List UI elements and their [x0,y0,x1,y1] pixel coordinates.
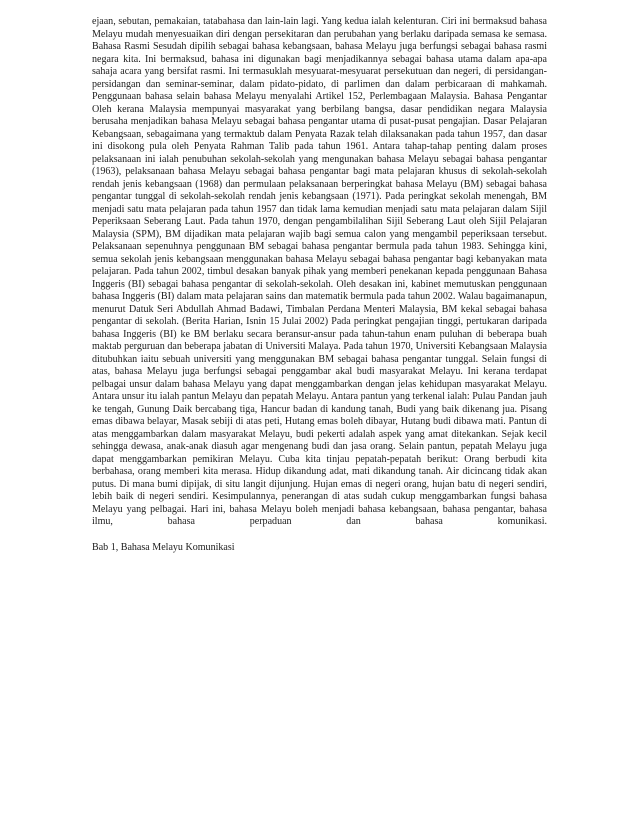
document-content [92,16,547,554]
chapter-reference: Bab 1, Bahasa Melayu Komunikasi [92,541,235,553]
body-paragraph: ejaan, sebutan, pemakaian, tatabahasa dan lain-lain lagi. Yang kedua ialah kelenturan. Ciri ini bermaksud bahasa Melayu mudah menyesuaikan diri dengan persekitaran dan perubahan yang berlaku daripada semasa ke semasa. Bahasa Rasmi Sesudah dipilih sebagai bahasa kebangsaan, bahasa Melayu juga berfungsi sebagai bahasa rasmi negara kita. Ini bermaksud, bahasa ini digunakan bagi menjadikannya sebagai bahasa utama dalam apa-apa sahaja acara yang bersifat rasmi. Ini termasuklah mesyuarat-mesyuarat persekutuan dan negeri, di persidangan-persidangan dan seminar-seminar, dalam pidato-pidato, di parlimen dan dalam perbicaraan di mahkamah. Penggunaan bahasa selain bahasa Melayu menyalahi Artikel 152, Perlembagaan Malaysia. Bahasa Pengantar Oleh kerana Malaysia mempunyai masyarakat yang berbilang bangsa, dasar pendidikan negara Malaysia berusaha menjadikan bahasa Melayu sebagai bahasa pengantar utama di pusat-pusat pengajian. Dasar Pelajaran Kebangsaan, sebagaimana yang termaktub dalam Penyata Razak telah dilaksanakan pada tahun 1957, dan dasar ini disokong pula oleh Penyata Rahman Talib pada tahun 1961. Antara tahap-tahap penting dalam proses pelaksanaan ini ialah penubuhan sekolah-sekolah yang mengunakan bahasa Melayu sebagai bahasa pengantar (1963), pelaksanaan bahasa Melayu sebagai bahasa pengantar bagi mata pelajaran khusus di sekolah-sekolah rendah jenis kebangsaan (1968) dan permulaan pelaksanaan berperingkat bahasa Melayu (BM) sebagai bahasa pengantar tunggal di sekolah-sekolah rendah jenis kebangsaan (1971). Pada peringkat sekolah menengah, BM menjadi satu mata pelajaran pada tahun 1957 dan tidak lama kemudian menjadi satu mata pelajaran dalam Sijil Peperiksaan Seberang Laut. Pada tahun 1970, dengan pengambilalihan Sijil Seberang Laut oleh Sijil Pelajaran Malaysia (SPM), BM dijadikan mata pelajaran wajib bagi semua calon yang mengambil peperiksaan tersebut. Pelaksanaan sepenuhnya penggunaan BM sebagai bahasa pengantar bermula pada tahun 1983. Sehingga kini, semua sekolah jenis kebangsaan menggunakan bahasa Melayu sebagai bahasa pengantar bagi kebanyakan mata pelajaran. Pada tahun 2002, timbul desakan banyak pihak yang memberi penekanan kepada penggunaan Bahasa Inggeris (BI) sebagai bahasa pengantar di sekolah-sekolah. Oleh desakan ini, kabinet memutuskan penggunaan bahasa Inggeris (BI) dalam mata pelajaran sains dan matematik bermula pada tahun 2002. Walau bagaimanapun, menurut Datuk Seri Abdullah Ahmad Badawi, Timbalan Perdana Menteri Malaysia, BM kekal sebagai bahasa pengantar di sekolah. (Berita Harian, Isnin 15 Julai 2002) Pada peringkat pengajian tinggi, pertukaran daripada bahasa Inggeris (BI) ke BM berlaku secara beransur-ansur pada tahun-tahun enam puluhan di beberapa buah maktab perguruan dan beberapa jabatan di Universiti Malaya. Pada tahun 1970, Universiti Kebangsaan Malaysia ditubuhkan iaitu sebuah universiti yang menggunakan BM sebagai bahasa pengantar tunggal. Selain fungsi di atas, bahasa Melayu juga berfungsi sebagai penggambar akal budi masyarakat Melayu. Ini kerana terdapat pelbagai unsur dalam bahasa Melayu yang dapat menggambarkan dengan jelas kehidupan masyarakat Melayu. Antara unsur itu ialah pantun Melayu dan pepatah Melayu. Antara pantun yang terkenal ialah: Pulau Pandan jauh ke tengah, Gunung Daik bercabang tiga, Hancur badan di kandung tanah, Budi yang baik dikenang jua. Pisang emas dibawa belayar, Masak sebiji di atas peti, Hutang emas boleh dibayar, Hutang budi dibawa mati. Pantun di atas menggambarkan dalam masyarakat Melayu, budi pekerti adalah aspek yang amat ditekankan. Sejak kecil sehingga dewasa, anak-anak diasuh agar mengenang budi dan jasa orang. Selain pantun, pepatah Melayu juga dapat menggambarkan pemikiran Melayu. Cuba kita tinjau pepatah-pepatah berikut: Orang berbudi kita berbahasa, orang memberi kita merasa. Hidup dikandung adat, mati dikandung tanah. Air dicincang tidak akan putus. Di mana bumi dipijak, di situ langit dijunjung. Hujan emas di negeri orang, hujan batu di negeri sendiri, lebih baik di negeri sendiri. Kesimpulannya, penerangan di atas sudah cukup menggambarkan fungsi bahasa Melayu yang pelbagai. Hari ini, bahasa Melayu boleh menjadi bahasa kebangsaan, bahasa pengantar, bahasa ilmu, bahasa perpaduan dan bahasa komunikasi. [92,16,547,527]
